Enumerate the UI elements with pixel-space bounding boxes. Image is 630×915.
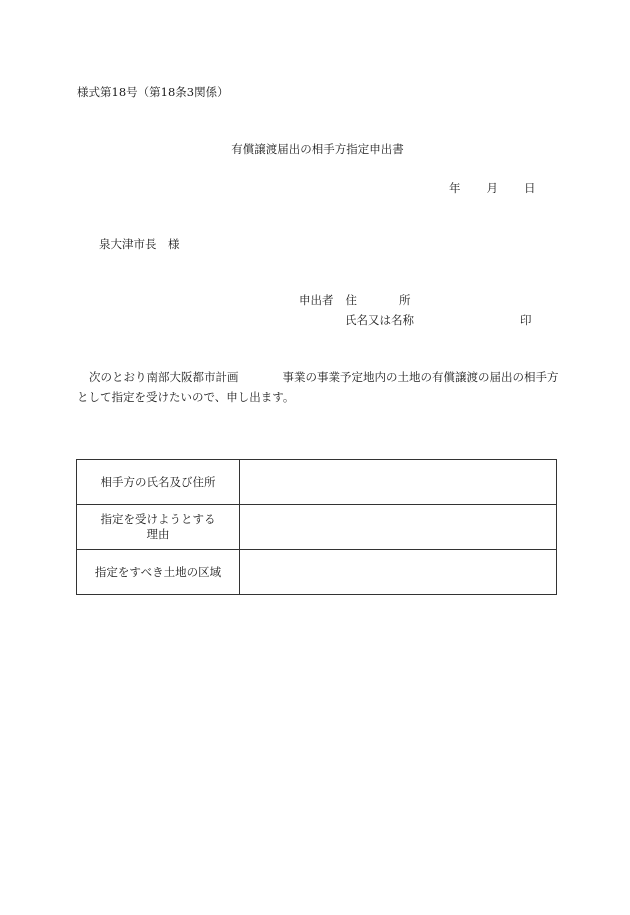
table-value-cell[interactable] — [240, 550, 557, 595]
table-label-line: 相手方の氏名及び住所 — [100, 474, 216, 489]
form-number: 様式第18号（第18条3関係） — [77, 85, 229, 99]
applicant-name-label: 氏名又は名称 — [345, 313, 414, 327]
form-table — [76, 459, 557, 595]
date-line — [449, 180, 536, 196]
body-text-part2: 事業の事業予定地内の土地の有償譲渡の届出の相手方として指定を受けたいので、申し出ます。 — [77, 370, 559, 404]
date-day-label: 日 — [524, 181, 536, 195]
table-label-line: 指定をすべき土地の区域 — [94, 564, 222, 579]
body-paragraph — [77, 367, 561, 407]
table-row — [77, 460, 557, 505]
table-label-line: 理由 — [146, 527, 170, 541]
applicant-address-line — [299, 292, 411, 308]
table-label-cell — [77, 505, 240, 550]
applicant-role-label: 申出者 — [299, 293, 334, 307]
table-value-cell[interactable] — [240, 505, 557, 550]
table-row — [77, 505, 557, 550]
applicant-address-label-2: 所 — [399, 293, 411, 307]
table-row — [77, 550, 557, 595]
date-year-label: 年 — [449, 181, 461, 195]
addressee: 泉大津市長 様 — [99, 237, 180, 251]
document-title: 有償譲渡届出の相手方指定申出書 — [231, 142, 404, 156]
applicant-address-label-1: 住 — [345, 293, 357, 307]
seal-label: 印 — [520, 313, 532, 327]
table-label-cell — [77, 460, 240, 505]
table-label-line: 指定を受けようとする — [100, 512, 216, 526]
body-text-part1: 次のとおり南部大阪都市計画 — [89, 370, 239, 384]
table-label-cell — [77, 550, 240, 595]
table-value-cell[interactable] — [240, 460, 557, 505]
date-month-label: 月 — [486, 181, 498, 195]
